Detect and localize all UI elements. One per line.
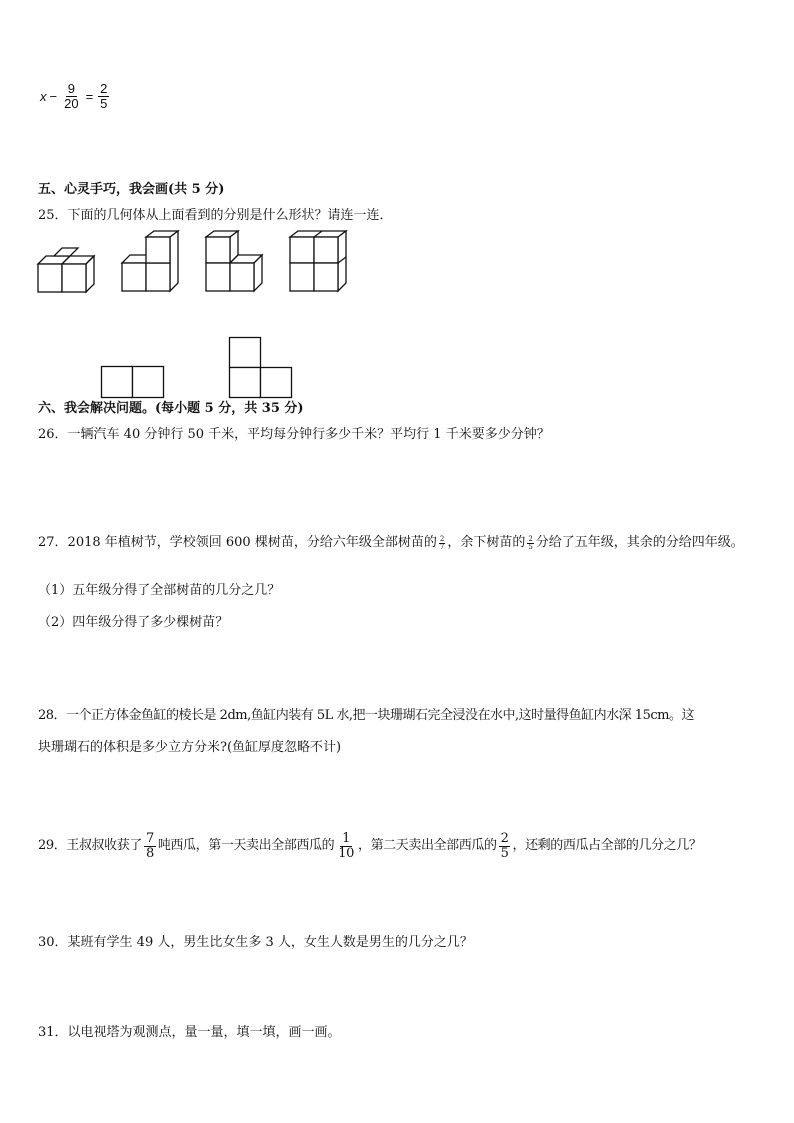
question-29-fraction-2 bbox=[336, 832, 356, 861]
question-27-text-2: ，余下树苗的 bbox=[447, 535, 526, 550]
question-27-fraction-b bbox=[527, 536, 533, 551]
question-28-line-2: 块珊瑚石的体积是多少立方分米?(鱼缸厚度忽略不计) bbox=[38, 740, 342, 755]
section-5-heading: 五、心灵手巧，我会画(共 5 分) bbox=[38, 182, 225, 197]
question-29-text-3: ，第二天卖出全部西瓜的 bbox=[357, 838, 497, 853]
question-29-fraction-3-denominator: 5 bbox=[500, 845, 509, 861]
top-view-shape-1 bbox=[101, 366, 165, 398]
question-29-text-1: 29．王叔叔收获了 bbox=[38, 838, 142, 853]
equation-fraction-left-denominator: 20 bbox=[64, 95, 79, 111]
question-29-fraction-2-denominator: 10 bbox=[338, 845, 354, 861]
question-27-sub-2: （2）四年级分得了多少棵树苗？ bbox=[38, 615, 229, 630]
question-28-line-1: 28．一个正方体金鱼缸的棱长是 2dm,鱼缸内装有 5L 水,把一块珊瑚石完全浸没在水中,这时量得鱼缸内水深 15cm。这 bbox=[38, 708, 694, 723]
question-29-fraction-3 bbox=[499, 832, 511, 861]
question-27-fraction-b-numerator: 2 bbox=[528, 534, 533, 543]
section-6-heading: 六、我会解决问题。(每小题 5 分，共 35 分) bbox=[38, 401, 304, 416]
question-31: 31．以电视塔为观测点，量一量，填一填，画一画。 bbox=[38, 1025, 341, 1040]
question-29-fraction-1 bbox=[144, 832, 156, 861]
equation-minus: − bbox=[49, 88, 58, 104]
question-29-fraction-1-denominator: 8 bbox=[145, 845, 154, 861]
question-29-fraction-2-numerator: 1 bbox=[342, 830, 351, 846]
equation-fraction-right bbox=[98, 82, 109, 111]
question-27 bbox=[38, 535, 744, 551]
equation-fraction-right-numerator: 2 bbox=[100, 80, 108, 96]
question-27-sub-1: （1）五年级分得了全部树苗的几分之几？ bbox=[38, 583, 281, 598]
question-27-text-3: 分给了五年级，其余的分给四年级。 bbox=[535, 535, 744, 550]
question-27-text-1: 27．2018 年植树节，学校领回 600 棵树苗，分给六年级全部树苗的 bbox=[38, 535, 437, 550]
question-29-fraction-3-numerator: 2 bbox=[500, 830, 509, 846]
cube-figure-3 bbox=[206, 231, 270, 295]
question-27-fraction-b-denominator: 5 bbox=[528, 542, 533, 551]
question-27-fraction-a-numerator: 2 bbox=[439, 534, 445, 543]
question-30: 30．某班有学生 49 人，男生比女生多 3 人，女生人数是男生的几分之几？ bbox=[38, 935, 473, 950]
equation-fraction-left-numerator: 9 bbox=[67, 80, 75, 96]
question-25: 25．下面的几何体从上面看到的分别是什么形状？请连一连． bbox=[38, 208, 393, 223]
question-29-text-2: 吨西瓜，第一天卖出全部西瓜的 bbox=[157, 838, 335, 853]
equation bbox=[40, 76, 111, 116]
question-29-fraction-1-numerator: 7 bbox=[145, 830, 154, 846]
question-29 bbox=[38, 826, 701, 866]
equation-equals: = bbox=[85, 88, 94, 104]
question-27-fraction-a bbox=[439, 536, 445, 551]
equation-fraction-left bbox=[62, 82, 80, 111]
question-29-text-4: ，还剩的西瓜占全部的几分之几？ bbox=[512, 838, 702, 853]
equation-variable: x bbox=[40, 88, 47, 104]
equation-fraction-right-denominator: 5 bbox=[100, 95, 108, 111]
question-27-fraction-a-denominator: 7 bbox=[439, 542, 445, 551]
top-view-shape-2 bbox=[229, 337, 293, 399]
cube-figure-4 bbox=[290, 231, 354, 295]
question-26: 26．一辆汽车 40 分钟行 50 千米，平均每分钟行多少千米？平均行 1 千米要多少分钟？ bbox=[38, 427, 550, 442]
cube-figure-2 bbox=[122, 231, 186, 295]
cube-figure-1 bbox=[38, 248, 102, 294]
